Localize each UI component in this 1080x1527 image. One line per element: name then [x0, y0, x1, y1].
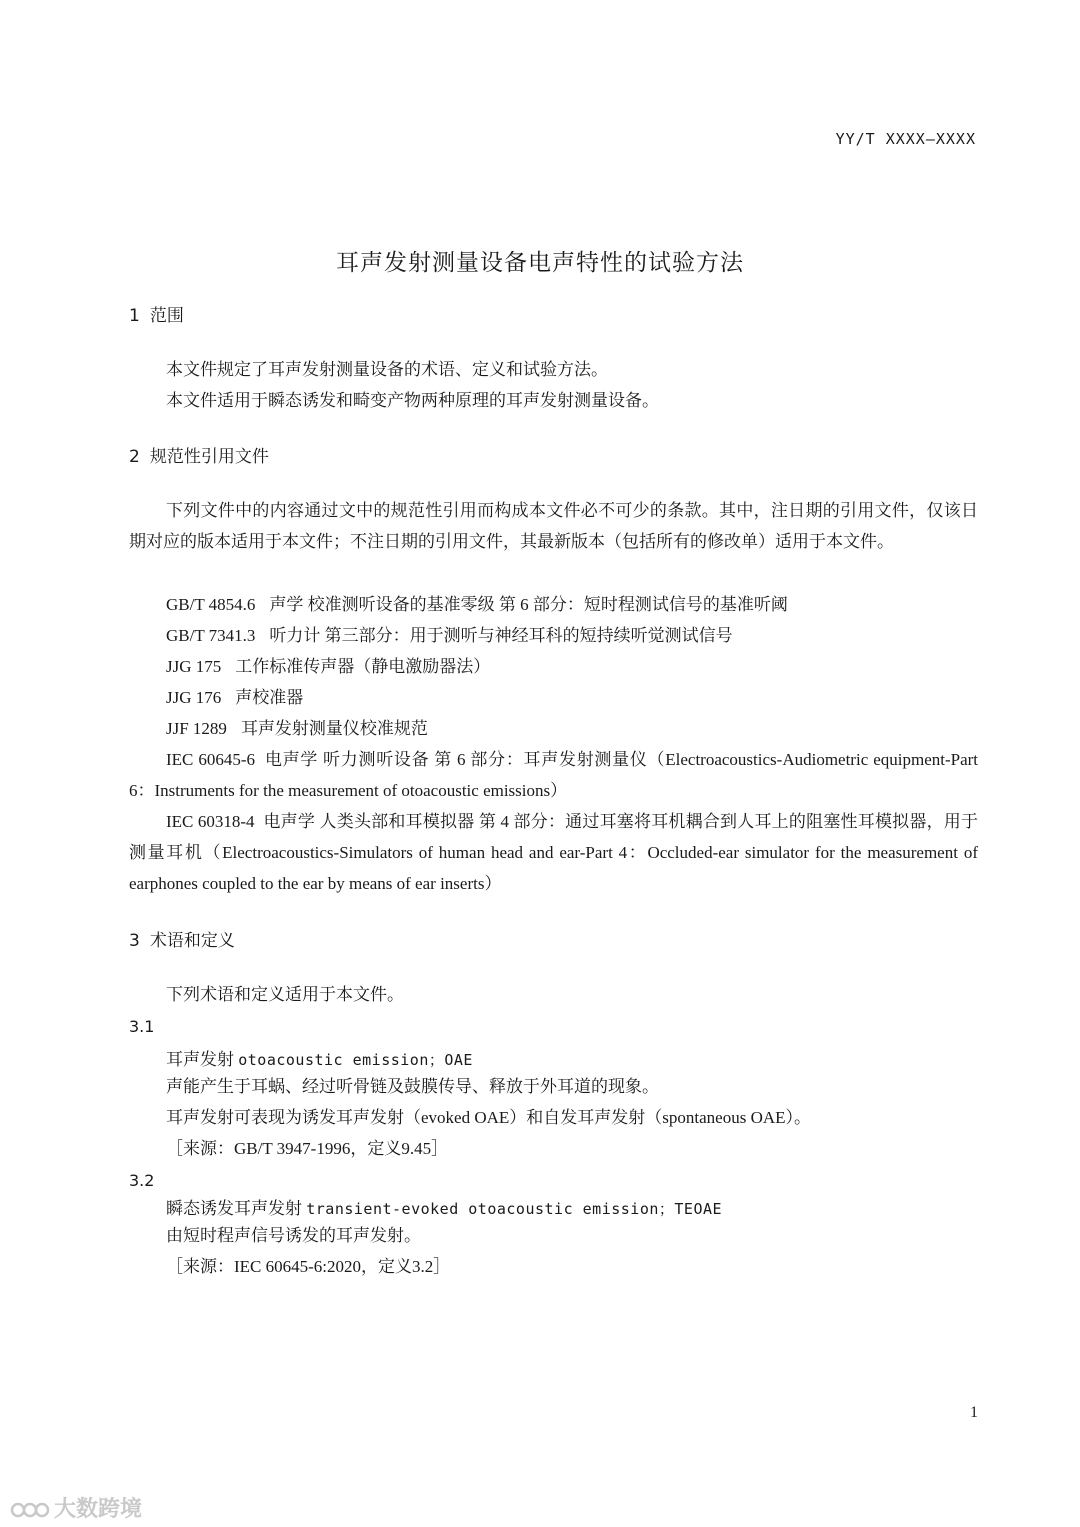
reference-item	[166, 682, 303, 713]
reference-item	[166, 589, 788, 620]
reference-code: IEC 60318-4	[166, 812, 255, 831]
term-source: ［来源：GB/T 3947-1996，定义9.45］	[166, 1139, 449, 1158]
reference-item	[166, 620, 733, 651]
term-number: 3.1	[129, 1017, 155, 1036]
section-number: 2	[129, 447, 140, 467]
reference-title: 工作标准传声器（静电激励器法）	[235, 657, 491, 676]
reference-title: 声学 校准测听设备的基准零级 第 6 部分：短时程测试信号的基准听阈	[269, 595, 788, 614]
reference-item	[129, 806, 978, 899]
reference-code: JJF 1289	[166, 719, 227, 738]
section-1-heading	[129, 301, 184, 326]
term-number: 3.2	[129, 1171, 155, 1190]
terms-intro: 下列术语和定义适用于本文件。	[166, 985, 404, 1004]
reference-item	[129, 744, 978, 806]
reference-code: JJG 176	[166, 688, 222, 707]
intro-text: 下列文件中的内容通过文中的规范性引用而构成本文件必不可少的条款。其中，注日期的引用文件，仅该日期对应的版本适用于本文件；不注日期的引用文件，其最新版本（包括所有的修改单）适用于本文件。	[129, 501, 978, 551]
term-note: 耳声发射可表现为诱发耳声发射（evoked OAE）和自发耳声发射（spontaneous OAE）。	[166, 1108, 812, 1127]
section-3-heading	[129, 926, 235, 951]
document-code: YY/T XXXX—XXXX	[835, 130, 976, 148]
term-chinese: 瞬态诱发耳声发射	[166, 1199, 302, 1219]
term-definition: 声能产生于耳蜗、经过听骨链及鼓膜传导、释放于外耳道的现象。	[166, 1077, 659, 1096]
normative-references-intro	[129, 495, 978, 557]
reference-title: 听力计 第三部分：用于测听与神经耳科的短持续听觉测试信号	[269, 626, 733, 645]
section-title: 规范性引用文件	[149, 447, 269, 467]
term-english: transient-evoked otoacoustic emission；TEOAE	[306, 1200, 723, 1218]
term-heading	[166, 1045, 473, 1070]
reference-title: 耳声发射测量仪校准规范	[240, 719, 428, 738]
reference-item	[166, 651, 490, 682]
reference-title: 电声学 人类头部和耳模拟器 第 4 部分：通过耳塞将耳机耦合到人耳上的阻塞性耳模拟器，用于测量耳机（Electroacoustics-Simulators of human head and ear-Part 4：Occluded-ear simulator for the measurement of earphones coupled to the ear by means of ear inserts）	[129, 812, 979, 893]
watermark-text: 大数跨境	[54, 1497, 143, 1522]
section-title: 范围	[149, 306, 184, 326]
term-source: ［来源：IEC 60645-6:2020，定义3.2］	[166, 1257, 451, 1276]
term-chinese: 耳声发射	[166, 1050, 234, 1070]
section-title: 术语和定义	[149, 931, 235, 951]
reference-code: JJG 175	[166, 657, 222, 676]
reference-code: IEC 60645-6	[166, 750, 256, 769]
watermark-logo-icon	[10, 1498, 50, 1522]
section-number: 1	[129, 306, 140, 326]
reference-code: GB/T 7341.3	[166, 626, 256, 645]
reference-title: 声校准器	[235, 688, 304, 707]
term-definition: 由短时程声信号诱发的耳声发射。	[166, 1226, 421, 1245]
watermark	[10, 1492, 142, 1523]
term-heading	[166, 1194, 722, 1219]
reference-title: 电声学 听力测听设备 第 6 部分：耳声发射测量仪（Electroacoustics-Audiometric equipment-Part 6：Instruments for the measurement of otoacoustic emissions）	[129, 750, 979, 800]
document-title: 耳声发射测量设备电声特性的试验方法	[336, 250, 744, 276]
reference-code: GB/T 4854.6	[166, 595, 256, 614]
scope-paragraph-2: 本文件适用于瞬态诱发和畸变产物两种原理的耳声发射测量设备。	[166, 391, 659, 410]
page-number: 1	[970, 1404, 978, 1421]
reference-item	[166, 713, 428, 744]
section-2-heading	[129, 442, 269, 467]
section-number: 3	[129, 931, 140, 951]
scope-paragraph-1: 本文件规定了耳声发射测量设备的术语、定义和试验方法。	[166, 360, 608, 379]
term-english: otoacoustic emission；OAE	[238, 1051, 473, 1069]
